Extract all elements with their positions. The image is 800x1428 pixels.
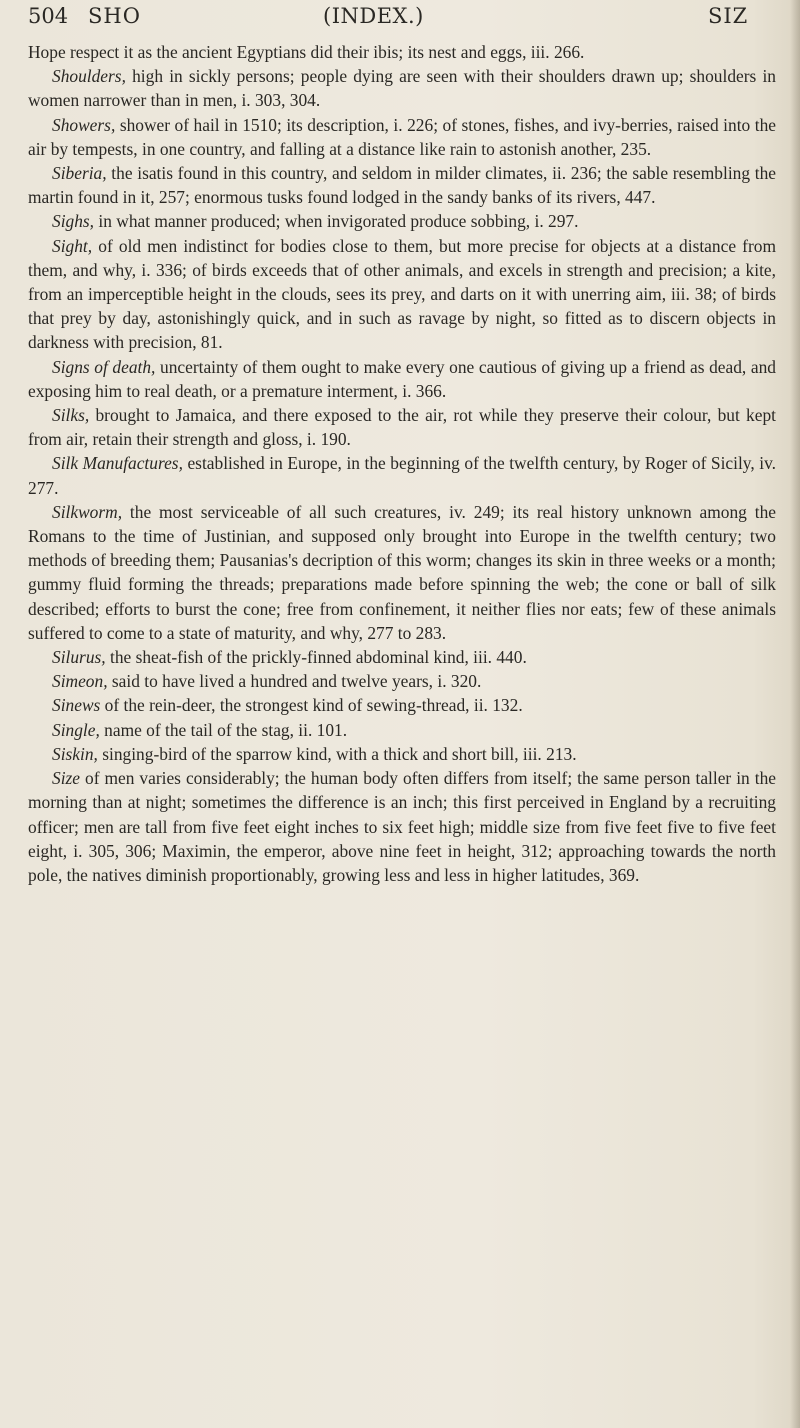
index-entry — [28, 766, 776, 887]
entry-text: singing-bird of the sparrow kind, with a thick and short bill, iii. 213. — [97, 743, 577, 764]
entry-text: established in Europe, in the beginning of the twelfth century, by Roger of Sicily, iv. 277. — [28, 453, 776, 498]
index-entry — [28, 718, 776, 742]
index-entry — [28, 355, 776, 403]
index-entry — [28, 113, 776, 161]
entry-term: Silk Manufactures, — [52, 453, 183, 474]
header-right-word: SIZ — [708, 4, 749, 28]
header-title: (INDEX.) — [323, 4, 424, 28]
entry-term: Silkworm, — [52, 501, 123, 522]
index-entry — [28, 742, 776, 766]
index-entry — [28, 451, 776, 499]
entry-text: the isatis found in this country, and seldom in milder climates, ii. 236; the sable resembling the martin found in it, 257; enormous tusks found lodged in the sandy banks of its rivers, 447. — [28, 163, 776, 208]
entry-text: of men varies considerably; the human body often differs from itself; the same person taller in the morning than at night; sometimes the difference is an inch; this first perceived in England by a recruiting officer; men are tall from five feet eight inches to six feet high; middle size from five feet five to five feet eight, i. 305, 306; Maximin, the emperor, above nine feet in height, 312; approaching towards the north pole, the natives diminish proportionably, growing less and less in higher latitudes, 369. — [28, 768, 776, 885]
entry-text: said to have lived a hundred and twelve years, i. 320. — [107, 671, 482, 692]
entry-text: shower of hail in 1510; its description, i. 226; of stones, fishes, and ivy-berries, raised into the air by tempests, in one country, and falling at a distance like rain to astonish another, 235. — [28, 114, 776, 159]
entry-text: high in sickly persons; people dying are seen with their shoulders drawn up; shoulders in women narrower than in men, i. 303, 304. — [28, 66, 776, 111]
entry-term: Siberia, — [52, 163, 107, 184]
index-entries — [28, 40, 776, 887]
running-header — [28, 4, 768, 38]
entry-term: Shoulders, — [52, 66, 126, 87]
entry-term: Single, — [52, 719, 100, 740]
index-entry — [28, 500, 776, 645]
page-number: 504 — [28, 4, 69, 28]
entry-term: Siskin, — [52, 743, 98, 764]
entry-term: Size — [52, 768, 81, 789]
index-entry — [28, 234, 776, 355]
entry-term: Silks, — [52, 405, 90, 426]
index-entry: Hope respect it as the ancient Egyptians did their ibis; its nest and eggs, iii. 266. — [28, 42, 585, 62]
entry-text: brought to Jamaica, and there exposed to the air, rot while they preserve their colour, but kept from air, retain their strength and gloss, i. 190. — [28, 405, 776, 450]
entry-text: in what manner produced; when invigorated produce sobbing, i. 297. — [94, 211, 579, 232]
entry-term: Sighs, — [52, 211, 95, 232]
entry-text: name of the tail of the stag, ii. 101. — [99, 719, 348, 740]
page-edge-shadow — [790, 0, 800, 1428]
index-entry — [28, 669, 776, 693]
entry-text: the most serviceable of all such creatures, iv. 249; its real history unknown among the Romans to the time of Justinian, and supposed only brought into Europe in the twelfth century; two methods of breeding them; Pausanias's decription of this worm; changes its skin in three weeks or a month; gummy fluid forming the threads; preparations made before spinning the web; the cone or ball of silk described; efforts to burst the cone; free from confinement, it neither flies nor eats; few of these animals suffered to come to a state of maturity, and why, 277 to 283. — [28, 501, 776, 643]
entry-term: Simeon, — [52, 671, 108, 692]
index-entry — [28, 209, 776, 233]
entry-term: Showers, — [52, 114, 116, 135]
index-entry — [28, 693, 776, 717]
entry-term: Silurus, — [52, 647, 106, 668]
index-entry — [28, 161, 776, 209]
entry-text: of old men indistinct for bodies close to them, but more precise for objects at a distance from them, and why, i. 336; of birds exceeds that of other animals, and excels in strength and precision; a kite, from an imperceptible height in the clouds, sees its prey, and darts on it with unerring aim, iii. 38; of birds that prey by day, astonishingly quick, and in such as ravage by night, so fitted as to discern objects in darkness with precision, 81. — [28, 235, 776, 353]
index-entry — [28, 403, 776, 451]
entry-text: of the rein-deer, the strongest kind of sewing-thread, ii. 132. — [100, 695, 523, 716]
entry-term: Signs of death, — [52, 356, 156, 377]
index-entry — [28, 64, 776, 112]
entry-term: Sight, — [52, 235, 93, 256]
index-entry — [28, 645, 776, 669]
header-left-word: SHO — [88, 4, 141, 28]
entry-text: the sheat-fish of the prickly-finned abdominal kind, iii. 440. — [105, 647, 527, 668]
entry-term: Sinews — [52, 695, 101, 716]
entry-text: uncertainty of them ought to make every one cautious of giving up a friend as dead, and exposing him to real death, or a premature interment, i. 366. — [28, 356, 776, 401]
